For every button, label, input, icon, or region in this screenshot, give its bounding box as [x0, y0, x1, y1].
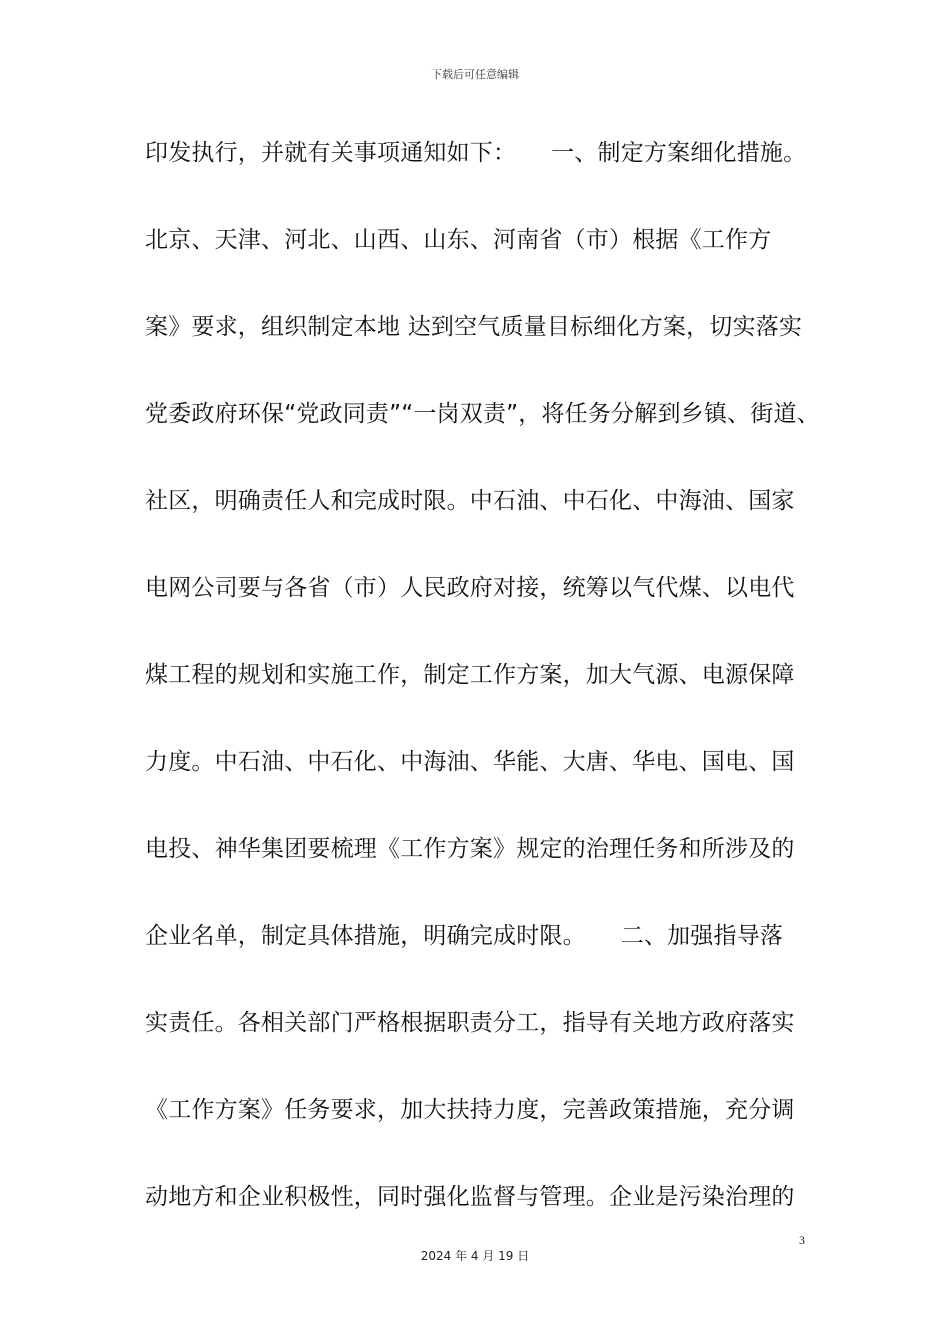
body-line-6: 电网公司要与各省（市）人民政府对接，统筹以气代煤、以电代 — [145, 575, 795, 601]
page-footer-date: 2024 年 4 月 19 日 — [420, 1249, 530, 1263]
body-line-11: 实责任。各相关部门严格根据职责分工，指导有关地方政府落实 — [145, 1010, 795, 1036]
body-line-7: 煤工程的规划和实施工作，制定工作方案，加大气源、电源保障 — [145, 662, 795, 688]
body-line-10: 企业名单，制定具体措施，明确完成时限。 二、加强指导落 — [145, 923, 784, 949]
page-header: 下载后可任意编辑 — [431, 68, 519, 81]
document-body — [145, 131, 820, 1262]
body-line-5: 社区，明确责任人和完成时限。中石油、中石化、中海油、国家 — [145, 488, 795, 514]
body-line-1: 印发执行，并就有关事项通知如下： 一、制定方案细化措施。 — [145, 140, 807, 166]
body-line-3: 案》要求，组织制定本地 达到空气质量目标细化方案，切实落实 — [145, 314, 803, 340]
body-line-8: 力度。中石油、中石化、中海油、华能、大唐、华电、国电、国 — [145, 749, 795, 775]
body-line-4: 党委政府环保“党政同责”“一岗双责”，将任务分解到乡镇、街道、 — [145, 401, 820, 427]
page-number: 3 — [799, 1233, 805, 1247]
body-line-13: 动地方和企业积极性，同时强化监督与管理。企业是污染治理的 — [145, 1184, 795, 1210]
body-line-9: 电投、神华集团要梳理《工作方案》规定的治理任务和所涉及的 — [145, 836, 795, 862]
body-line-12: 《工作方案》任务要求，加大扶持力度，完善政策措施，充分调 — [145, 1097, 795, 1123]
body-line-2: 北京、天津、河北、山西、山东、河南省（市）根据《工作方 — [145, 227, 772, 253]
